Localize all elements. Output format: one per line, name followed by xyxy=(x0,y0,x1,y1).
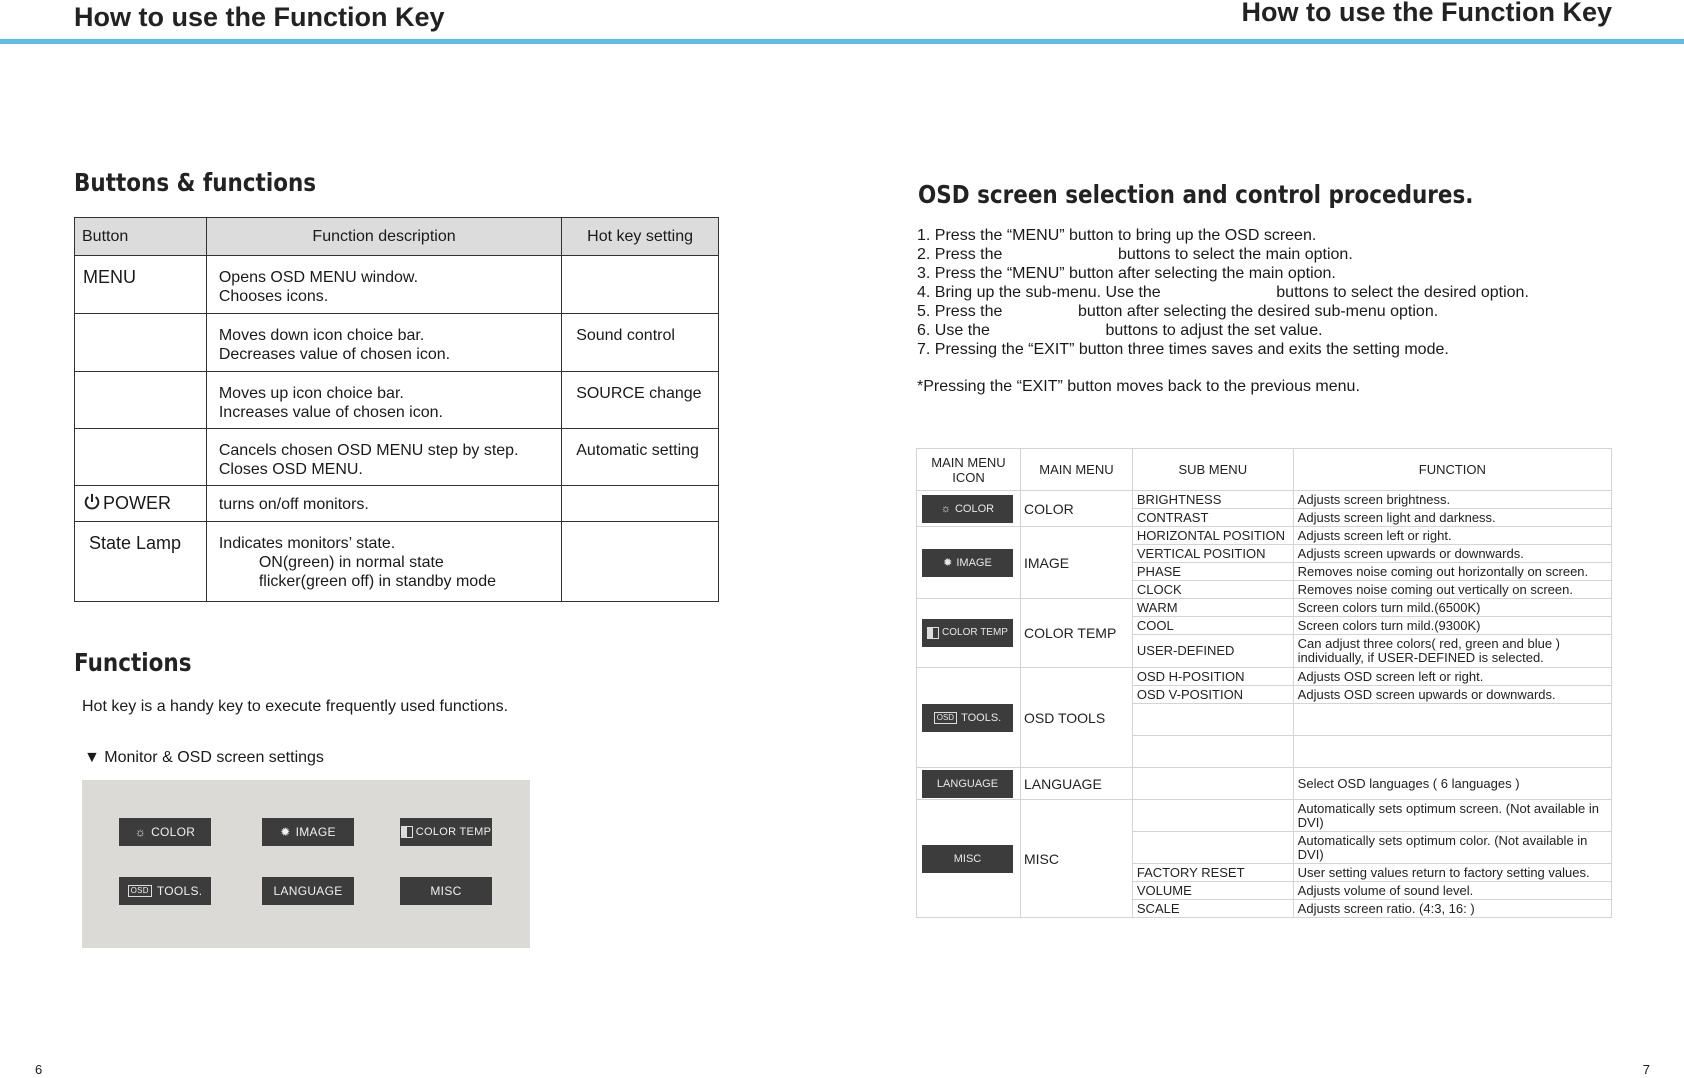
table-row xyxy=(75,522,719,602)
function-description xyxy=(206,372,561,429)
page-header-left: How to use the Function Key xyxy=(74,2,445,32)
desc-line: Opens OSD MENU window. xyxy=(218,269,419,286)
sub-menu-cell xyxy=(1132,832,1293,864)
icon-label: COLOR xyxy=(954,502,995,515)
color-temp-key xyxy=(400,818,492,846)
icon-cell xyxy=(917,800,1021,918)
buttons-table xyxy=(74,217,719,602)
desc-line: Indicates monitors’ state. xyxy=(218,535,396,552)
function-cell: Can adjust three colors( red, green and blue ) individually, if USER-DEFINED is selected. xyxy=(1293,635,1611,668)
desc-line: Increases value of chosen icon. xyxy=(218,404,443,421)
function-cell: Select OSD languages ( 6 languages ) xyxy=(1293,768,1611,800)
tools-key xyxy=(119,877,211,905)
button-name xyxy=(75,429,207,486)
table-row xyxy=(917,668,1612,686)
color-temp-icon xyxy=(927,627,939,639)
function-description xyxy=(206,256,561,314)
icon-label: MISC xyxy=(953,852,982,865)
table-row xyxy=(75,256,719,314)
function-cell: Removes noise coming out horizontally on screen. xyxy=(1293,563,1611,581)
function-cell: Adjusts screen ratio. (4:3, 16: ) xyxy=(1293,900,1611,918)
image-key xyxy=(262,818,354,846)
main-menu-cell: LANGUAGE xyxy=(1020,768,1132,800)
function-cell: Automatically sets optimum screen. (Not available in DVI) xyxy=(1293,800,1611,832)
desc-line: Chooses icons. xyxy=(218,288,329,305)
header-divider xyxy=(0,39,1684,44)
step-line: 2. Press the buttons to select the main option. xyxy=(917,246,1353,263)
key-label: LANGUAGE xyxy=(273,884,343,898)
procedure-steps xyxy=(917,226,1529,359)
function-cell xyxy=(1293,736,1611,768)
table-row xyxy=(917,527,1612,545)
color-temp-menu-icon xyxy=(922,619,1013,647)
icon-label: IMAGE xyxy=(956,556,992,569)
page-header-right: How to use the Function Key xyxy=(1241,0,1612,27)
icon-cell xyxy=(917,491,1021,527)
column-header: FUNCTION xyxy=(1293,449,1611,491)
function-cell: Removes noise coming out vertically on screen. xyxy=(1293,581,1611,599)
table-header-row xyxy=(917,449,1612,491)
function-cell: Automatically sets optimum color. (Not available in DVI) xyxy=(1293,832,1611,864)
osd-keys-panel xyxy=(82,780,530,948)
sub-menu-cell: USER-DEFINED xyxy=(1132,635,1293,668)
function-description xyxy=(206,522,561,602)
sub-menu-cell: BRIGHTNESS xyxy=(1132,491,1293,509)
table-row xyxy=(75,314,719,372)
osd-section-title: OSD screen selection and control procedures. xyxy=(918,180,1474,209)
function-cell: Adjusts screen light and darkness. xyxy=(1293,509,1611,527)
function-cell: Screen colors turn mild.(6500K) xyxy=(1293,599,1611,617)
step-line: 4. Bring up the sub-menu. Use the buttons to select the desired option. xyxy=(917,284,1529,301)
button-name xyxy=(75,314,207,372)
osd-tag: OSD xyxy=(128,885,152,897)
table-row xyxy=(75,372,719,429)
sub-menu-cell: COOL xyxy=(1132,617,1293,635)
desc-line: Closes OSD MENU. xyxy=(218,461,363,478)
table-row xyxy=(917,800,1612,832)
desc-line: Moves up icon choice bar. xyxy=(218,385,404,402)
osd-menu-table xyxy=(916,448,1612,918)
table-row xyxy=(917,491,1612,509)
sub-menu-cell xyxy=(1132,768,1293,800)
function-cell: Adjusts screen upwards or downwards. xyxy=(1293,545,1611,563)
power-label: POWER xyxy=(103,493,172,513)
desc-line: flicker(green off) in standby mode xyxy=(258,573,496,590)
hot-key xyxy=(562,522,719,602)
sub-menu-cell xyxy=(1132,704,1293,736)
misc-key xyxy=(400,877,492,905)
button-name: MENU xyxy=(75,256,207,314)
step-line: 3. Press the “MENU” button after selecting the main option. xyxy=(917,265,1336,282)
icon-label: TOOLS. xyxy=(961,711,1002,724)
desc-line: Cancels chosen OSD MENU step by step. xyxy=(218,442,519,459)
function-description xyxy=(206,429,561,486)
sun-icon: ☼ xyxy=(134,825,147,839)
step-line: 5. Press the button after selecting the desired sub-menu option. xyxy=(917,303,1439,320)
icon-cell xyxy=(917,668,1021,768)
osd-tag: OSD xyxy=(934,712,957,724)
button-name xyxy=(75,486,207,522)
hot-key xyxy=(562,486,719,522)
icon-cell xyxy=(917,768,1021,800)
main-menu-cell: MISC xyxy=(1020,800,1132,918)
function-cell: Adjusts volume of sound level. xyxy=(1293,882,1611,900)
step-line: 1. Press the “MENU” button to bring up the OSD screen. xyxy=(917,227,1317,244)
sub-menu-cell: OSD H-POSITION xyxy=(1132,668,1293,686)
hot-key: Automatic setting xyxy=(562,429,719,486)
key-label: TOOLS. xyxy=(156,884,203,898)
sub-menu-cell: HORIZONTAL POSITION xyxy=(1132,527,1293,545)
language-key xyxy=(262,877,354,905)
icon-label: COLOR TEMP xyxy=(942,627,1008,638)
function-cell: Screen colors turn mild.(9300K) xyxy=(1293,617,1611,635)
color-menu-icon xyxy=(922,495,1013,523)
sub-menu-cell: PHASE xyxy=(1132,563,1293,581)
function-cell: User setting values return to factory setting values. xyxy=(1293,864,1611,882)
key-label: IMAGE xyxy=(295,825,336,839)
desc-line: Moves down icon choice bar. xyxy=(218,327,425,344)
color-key xyxy=(119,818,211,846)
main-menu-cell: COLOR xyxy=(1020,491,1132,527)
column-header: Hot key setting xyxy=(562,218,719,256)
button-name xyxy=(75,372,207,429)
sun-icon: ☼ xyxy=(940,502,951,515)
button-name: State Lamp xyxy=(75,522,207,602)
sub-menu-cell: SCALE xyxy=(1132,900,1293,918)
page-number-right: 7 xyxy=(1642,1062,1650,1077)
table-row xyxy=(75,486,719,522)
page-number-left: 6 xyxy=(35,1062,43,1077)
misc-menu-icon xyxy=(922,845,1013,873)
function-cell: Adjusts screen left or right. xyxy=(1293,527,1611,545)
function-cell xyxy=(1293,704,1611,736)
function-description xyxy=(206,486,561,522)
sub-menu-cell: FACTORY RESET xyxy=(1132,864,1293,882)
sub-menu-cell xyxy=(1132,736,1293,768)
desc-line: turns on/off monitors. xyxy=(218,496,369,513)
column-header: Function description xyxy=(206,218,561,256)
sub-menu-cell: VERTICAL POSITION xyxy=(1132,545,1293,563)
monitor-settings-heading: ▼ Monitor & OSD screen settings xyxy=(84,749,324,766)
key-label: COLOR xyxy=(151,825,196,839)
function-cell: Adjusts screen brightness. xyxy=(1293,491,1611,509)
key-label: COLOR TEMP xyxy=(415,826,492,838)
icon-cell xyxy=(917,599,1021,668)
column-header: SUB MENU xyxy=(1132,449,1293,491)
buttons-section-title: Buttons & functions xyxy=(74,168,317,197)
key-label: MISC xyxy=(430,884,462,898)
main-menu-cell: COLOR TEMP xyxy=(1020,599,1132,668)
image-icon: ✹ xyxy=(943,556,953,569)
function-cell: Adjusts OSD screen left or right. xyxy=(1293,668,1611,686)
column-header: MAIN MENU xyxy=(1020,449,1132,491)
function-cell: Adjusts OSD screen upwards or downwards. xyxy=(1293,686,1611,704)
table-header-row xyxy=(75,218,719,256)
power-icon xyxy=(83,493,101,511)
icon-label: LANGUAGE xyxy=(936,777,999,790)
sub-menu-cell: CONTRAST xyxy=(1132,509,1293,527)
step-line: 7. Pressing the “EXIT” button three times saves and exits the setting mode. xyxy=(917,341,1449,358)
tools-menu-icon xyxy=(922,704,1013,732)
exit-note: *Pressing the “EXIT” button moves back to the previous menu. xyxy=(917,378,1360,395)
sub-menu-cell: VOLUME xyxy=(1132,882,1293,900)
sub-menu-cell: WARM xyxy=(1132,599,1293,617)
table-row xyxy=(917,768,1612,800)
color-temp-icon xyxy=(401,826,413,838)
sub-menu-cell: OSD V-POSITION xyxy=(1132,686,1293,704)
image-menu-icon xyxy=(922,549,1013,577)
main-menu-cell: IMAGE xyxy=(1020,527,1132,599)
functions-description: Hot key is a handy key to execute frequently used functions. xyxy=(82,698,509,715)
hot-key: Sound control xyxy=(562,314,719,372)
step-line: 6. Use the buttons to adjust the set value. xyxy=(917,322,1323,339)
table-row xyxy=(917,599,1612,617)
desc-line: ON(green) in normal state xyxy=(258,554,444,571)
language-menu-icon xyxy=(922,770,1013,798)
desc-line: Decreases value of chosen icon. xyxy=(218,346,451,363)
sub-menu-cell: CLOCK xyxy=(1132,581,1293,599)
hot-key: SOURCE change xyxy=(562,372,719,429)
icon-cell xyxy=(917,527,1021,599)
functions-section-title: Functions xyxy=(74,648,192,677)
image-icon: ✹ xyxy=(280,825,291,839)
table-row xyxy=(75,429,719,486)
function-description xyxy=(206,314,561,372)
main-menu-cell: OSD TOOLS xyxy=(1020,668,1132,768)
hot-key xyxy=(562,256,719,314)
sub-menu-cell xyxy=(1132,800,1293,832)
column-header: Button xyxy=(75,218,207,256)
column-header: MAIN MENU ICON xyxy=(917,449,1021,491)
